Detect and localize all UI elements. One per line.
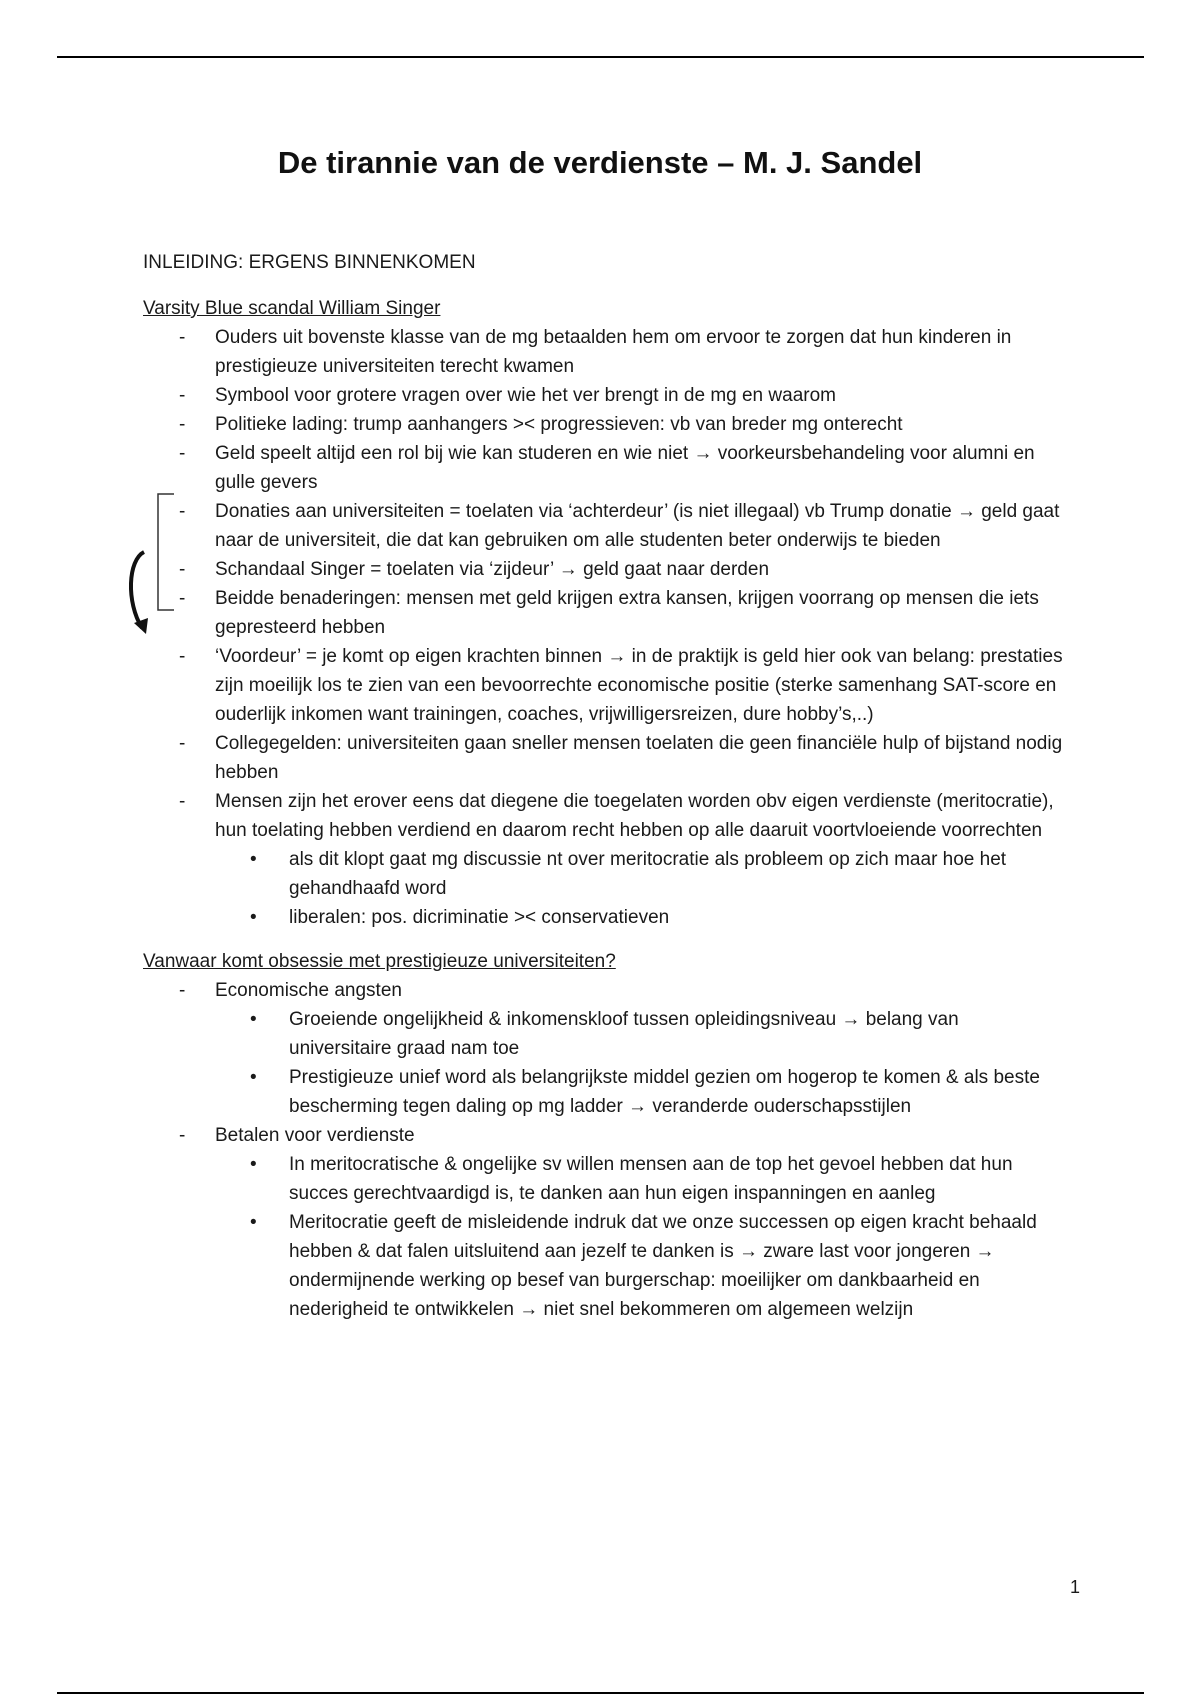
- sub-list-item: • liberalen: pos. dicriminatie >< conservatieven: [143, 903, 1063, 932]
- list-item: - Collegegelden: universiteiten gaan sneller mensen toelaten die geen financiële hulp of bijstand nodig hebben: [143, 729, 1063, 787]
- sub-list-item: • Prestigieuze unief word als belangrijkste middel gezien om hogerop te komen & als beste bescherming tegen daling op mg ladder → veranderde ouderschapsstijlen: [143, 1063, 1063, 1121]
- page-number: 1: [1069, 1577, 1080, 1597]
- sub-list: [215, 845, 1063, 932]
- list-item: - Donaties aan universiteiten = toelaten via ‘achterdeur’ (is niet illegaal) vb Trump donatie → geld gaat naar de universiteit, die dat kan gebruiken om alle studenten beter onderwijs te bieden: [143, 497, 1063, 555]
- list-item-text: Economische angsten: [215, 980, 402, 1001]
- list-item: [143, 1121, 1063, 1324]
- list-item: - ‘Voordeur’ = je komt op eigen krachten binnen → in de praktijk is geld hier ook van belang: prestaties zijn moeilijk los te zien van een bevoorrechte economische positie (sterke samenhang SAT-score en ouderlijk inkomen want trainingen, coaches, vrijwilligersreizen, dure hobby’s,..): [143, 642, 1063, 729]
- sub-list-item: • Groeiende ongelijkheid & inkomenskloof tussen opleidingsniveau → belang van universitaire graad nam toe: [143, 1005, 1063, 1063]
- document-title: De tirannie van de verdienste – M. J. Sandel: [277, 145, 923, 180]
- list-item: - Schandaal Singer = toelaten via ‘zijdeur’ → geld gaat naar derden: [143, 555, 1063, 584]
- header-rule: [57, 56, 1144, 58]
- list-item: - Beidde benaderingen: mensen met geld krijgen extra kansen, krijgen voorrang op mensen die iets gepresteerd hebben: [143, 584, 1063, 642]
- sub-list-item: • In meritocratische & ongelijke sv willen mensen aan de top het gevoel hebben dat hun succes gerechtvaardigd is, te danken aan hun eigen inspanningen en aanleg: [143, 1150, 1063, 1208]
- list-item: [143, 787, 1063, 932]
- list-item-text: Betalen voor verdienste: [215, 1125, 415, 1146]
- sub-list-item: • Meritocratie geeft de misleidende indruk dat we onze successen op eigen kracht behaald hebben & dat falen uitsluitend aan jezelf te danken is → zware last voor jongeren → ondermijnende werking op besef van burgerschap: moeilijker om dankbaarheid en nederigheid te ontwikkelen → niet snel bekommeren om algemeen welzijn: [143, 1208, 1063, 1324]
- sub-list: [215, 1150, 1063, 1324]
- list-item: - Geld speelt altijd een rol bij wie kan studeren en wie niet → voorkeursbehandeling voor alumni en gulle gevers: [143, 439, 1063, 497]
- list-item: [143, 976, 1063, 1121]
- obsession-list: [143, 976, 1063, 1324]
- section-label: INLEIDING: ERGENS BINNENKOMEN: [143, 252, 476, 273]
- document-body: [143, 248, 1063, 1324]
- section-heading-obsession: Vanwaar komt obsessie met prestigieuze universiteiten?: [143, 951, 616, 972]
- list-item: - Politieke lading: trump aanhangers >< progressieven: vb van breder mg onterecht: [143, 410, 1063, 439]
- list-item: - Ouders uit bovenste klasse van de mg betaalden hem om ervoor te zorgen dat hun kinderen in prestigieuze universiteiten terecht kwamen: [143, 323, 1063, 381]
- sub-list: [215, 1005, 1063, 1121]
- list-item-text: Mensen zijn het erover eens dat diegene die toegelaten worden obv eigen verdienste (meritocratie), hun toelating hebben verdiend en daarom recht hebben op alle daaruit voortvloeiende voorrechten: [215, 791, 1054, 841]
- list-item: - Symbool voor grotere vragen over wie het ver brengt in de mg en waarom: [143, 381, 1063, 410]
- varsity-blue-list: [143, 323, 1063, 932]
- sub-list-item: • als dit klopt gaat mg discussie nt over meritocratie als probleem op zich maar hoe het gehandhaafd word: [143, 845, 1063, 903]
- footer-rule: [57, 1692, 1144, 1694]
- section-heading-varsity-blue: Varsity Blue scandal William Singer: [143, 298, 441, 319]
